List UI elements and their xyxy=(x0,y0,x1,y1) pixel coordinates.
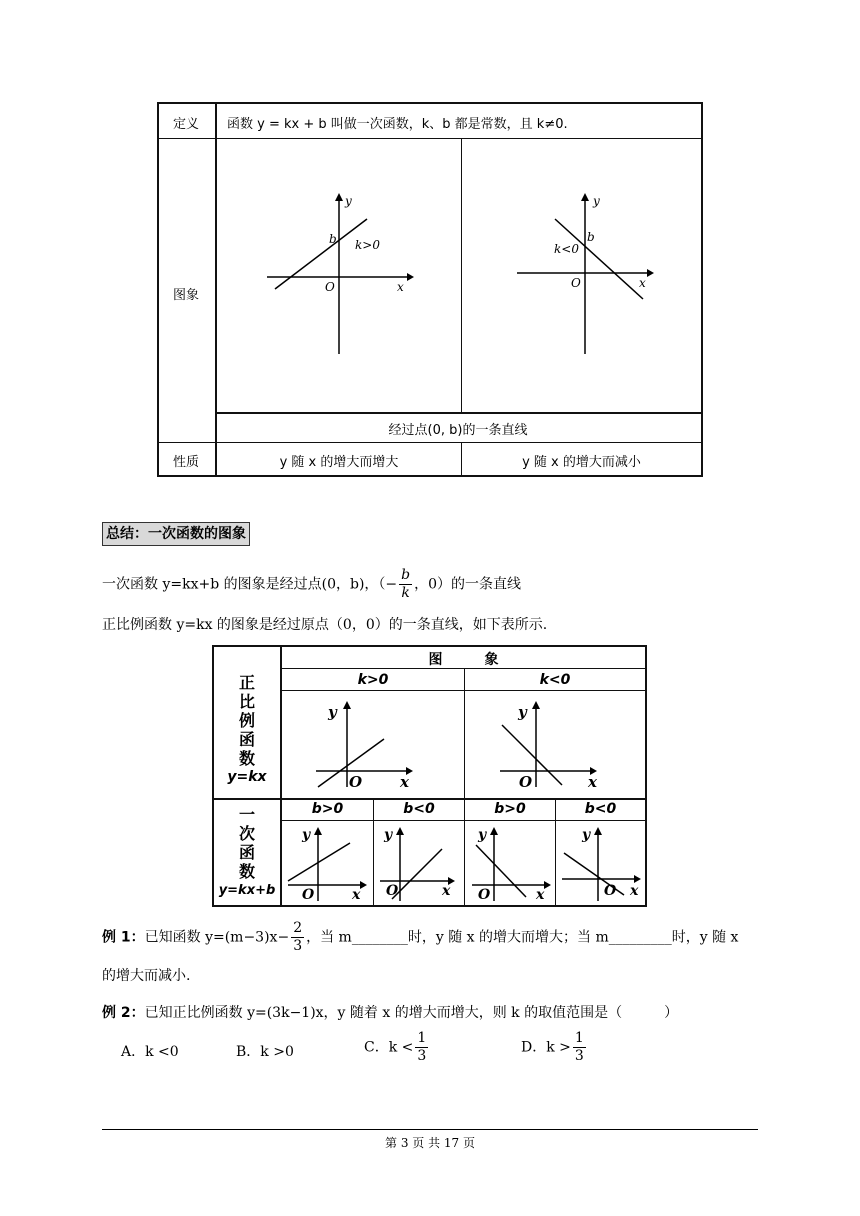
example-2-text: 已知正比例函数 y=(3k−1)x，y 随着 x 的增大而增大，则 k 的取值范围是（ ） xyxy=(144,1005,679,1021)
fraction-b-over-k: $\frac{b}{k}$ xyxy=(401,567,411,601)
header-b-negative: b<0 xyxy=(403,801,435,817)
table-divider xyxy=(214,798,645,800)
intercept-label: b xyxy=(587,230,595,244)
table-divider xyxy=(461,138,462,412)
property-increasing: y 随 x 的增大而增大 xyxy=(279,455,399,470)
graph-linear-k-positive-b-positive xyxy=(284,823,372,903)
option-c: C．k < $\frac{1}{3}$ xyxy=(364,1030,427,1064)
option-b: B．k >0 xyxy=(236,1044,294,1060)
graph-linear-k-positive-b-negative xyxy=(376,823,464,903)
graph-linear-k-negative-b-negative xyxy=(558,823,646,903)
graph-k-negative xyxy=(509,189,669,364)
paragraph-text: 一次函数 y=kx+b 的图象是经过点(0，b)，（− xyxy=(102,576,398,593)
image-label: 图象 xyxy=(173,288,200,303)
table-divider xyxy=(159,138,701,139)
row-label-linear: 一 次 函 数 y=kx+b xyxy=(218,805,276,898)
header-b-negative: b<0 xyxy=(584,801,617,817)
graph-linear-k-negative-b-positive xyxy=(468,823,556,903)
header-b-positive: b>0 xyxy=(494,801,526,817)
example-1-text: ，当 m________时，y 随 x 的增大而增大；当 m_________时，y 随 x xyxy=(306,929,739,946)
graph-proportional-k-negative xyxy=(496,699,606,789)
table-divider xyxy=(159,442,701,443)
definition-text: 函数 y = kx + b 叫做一次函数，k、b 都是常数，且 k≠0. xyxy=(227,117,568,132)
option-a: A．k <0 xyxy=(121,1044,179,1060)
section-title: 总结：一次函数的图象 xyxy=(102,522,250,546)
axis-x-label: x xyxy=(639,276,646,290)
table-divider xyxy=(280,820,645,821)
axis-x-label: x xyxy=(352,887,361,903)
header-b-positive: b>0 xyxy=(311,801,344,817)
example-1-label: 例 1： xyxy=(102,929,145,946)
axis-y-label: y xyxy=(345,194,352,208)
header-k-negative: k<0 xyxy=(539,672,571,688)
table-header: 图 象 xyxy=(428,652,499,668)
axis-x-label: x xyxy=(397,280,404,294)
table-divider xyxy=(280,690,645,691)
axis-x-label: x xyxy=(400,773,409,789)
origin-label: O xyxy=(325,280,335,294)
table-divider xyxy=(215,412,701,414)
definition-label: 定义 xyxy=(173,117,200,132)
axis-x-label: x xyxy=(442,883,451,899)
slope-condition: k<0 xyxy=(554,242,579,256)
table-divider xyxy=(464,668,465,905)
graph-proportional-k-positive xyxy=(312,699,422,789)
paragraph-text: ，0）的一条直线 xyxy=(414,576,522,593)
axis-y-label: y xyxy=(582,827,591,843)
intercept-label: b xyxy=(329,232,337,246)
paragraph-proportional-function: 正比例函数 y=kx 的图象是经过原点（0，0）的一条直线，如下表所示. xyxy=(102,617,548,633)
axis-x-label: x xyxy=(588,773,597,789)
axis-y-label: y xyxy=(518,703,527,721)
axis-y-label: y xyxy=(478,827,487,843)
page-footer: 第 3 页 共 17 页 xyxy=(385,1136,475,1150)
option-d: D．k > $\frac{1}{3}$ xyxy=(521,1030,584,1064)
axis-y-label: y xyxy=(328,703,337,721)
origin-label: O xyxy=(302,887,315,903)
axis-y-label: y xyxy=(302,827,311,843)
origin-label: O xyxy=(571,276,581,290)
common-property: 经过点(0, b)的一条直线 xyxy=(388,423,528,438)
header-k-positive: k>0 xyxy=(357,672,389,688)
property-label: 性质 xyxy=(173,455,200,470)
fraction-one-third: $\frac{1}{3}$ xyxy=(417,1030,427,1064)
slope-condition: k>0 xyxy=(355,238,380,252)
example-2 xyxy=(102,1002,678,1022)
axis-x-label: x xyxy=(536,887,545,903)
fraction-two-thirds: $\frac{2}{3}$ xyxy=(293,920,303,954)
example-1 xyxy=(102,920,738,955)
row-label-proportional: 正 比 例 函 数 y=kx xyxy=(227,673,267,785)
origin-label: O xyxy=(519,773,533,789)
property-decreasing: y 随 x 的增大而减小 xyxy=(522,455,641,470)
origin-label: O xyxy=(386,883,399,899)
graph-table xyxy=(212,645,647,907)
origin-label: O xyxy=(349,773,363,789)
origin-label: O xyxy=(478,887,491,903)
axis-x-label: x xyxy=(630,883,639,899)
example-2-label: 例 2： xyxy=(102,1005,145,1021)
graph-k-positive xyxy=(259,189,419,364)
fraction-one-third: $\frac{1}{3}$ xyxy=(574,1030,584,1064)
axis-y-label: y xyxy=(384,827,393,843)
definition-table xyxy=(157,102,703,477)
footer-divider xyxy=(102,1129,758,1130)
axis-y-label: y xyxy=(593,194,600,208)
origin-label: O xyxy=(604,883,617,899)
paragraph-linear-function xyxy=(102,567,521,602)
example-1-continuation: 的增大而减小. xyxy=(102,968,191,984)
example-1-text: 已知函数 y=(m−3)x− xyxy=(144,929,290,946)
